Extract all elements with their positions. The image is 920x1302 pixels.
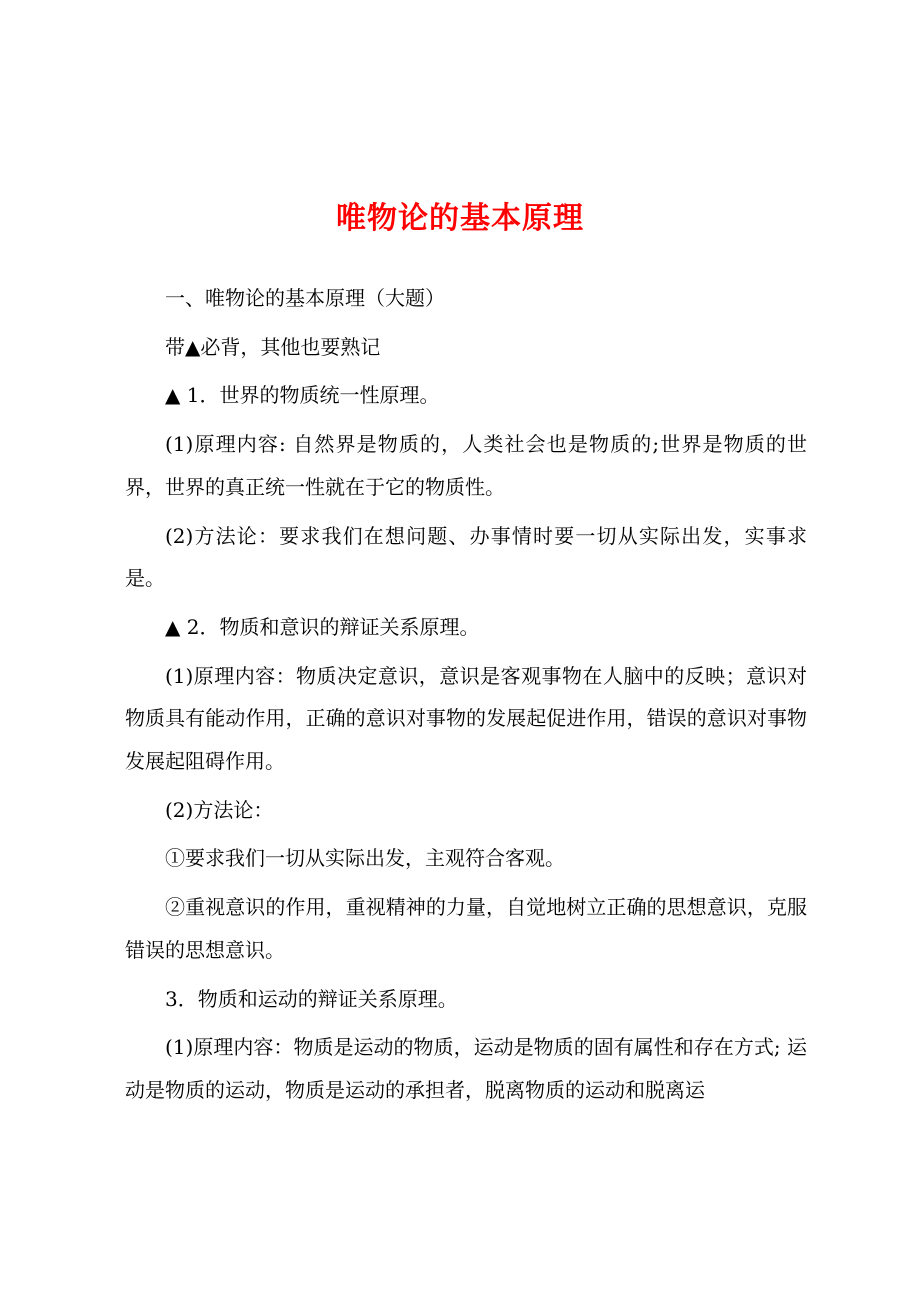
principle-heading-2: ▲ 2．物质和意识的辩证关系原理。 xyxy=(165,614,480,639)
principle-1-content: (1)原理内容: 自然界是物质的，人类社会也是物质的;世界是物质的世界，世界的真正统一性就在于它的物质性。 xyxy=(125,432,807,499)
principle-1-method: (2)方法论：要求我们在想问题、办事情时要一切从实际出发，实事求是。 xyxy=(125,523,807,591)
principle-2-method-item-2: ②重视意识的作用，重视精神的力量，自觉地树立正确的思想意识，克服错误的思想意识。 xyxy=(125,895,807,962)
principle-3-content: (1)原理内容：物质是运动的物质，运动是物质的固有属性和存在方式; 运动是物质的运动，物质是运动的承担者，脱离物质的运动和脱离运 xyxy=(125,1035,807,1102)
principle-heading-1: ▲ 1．世界的物质统一性原理。 xyxy=(165,383,440,408)
section-heading: 一、唯物论的基本原理（大题） xyxy=(165,286,445,310)
page-title: 唯物论的基本原理 xyxy=(336,201,584,236)
document-body xyxy=(125,277,807,1118)
principle-2-method-label: (2)方法论： xyxy=(165,797,274,822)
principle-2-content: (1)原理内容：物质决定意识，意识是客观事物在人脑中的反映；意识对物质具有能动作用，正确的意识对事物的发展起促进作用，错误的意识对事物发展起阻碍作用。 xyxy=(125,663,807,774)
study-note: 带▲必背，其他也要熟记 xyxy=(165,334,381,359)
principle-2-method-item-1: ①要求我们一切从实际出发，主观符合客观。 xyxy=(165,846,565,871)
principle-heading-3: 3．物质和运动的辩证关系原理。 xyxy=(165,986,458,1011)
